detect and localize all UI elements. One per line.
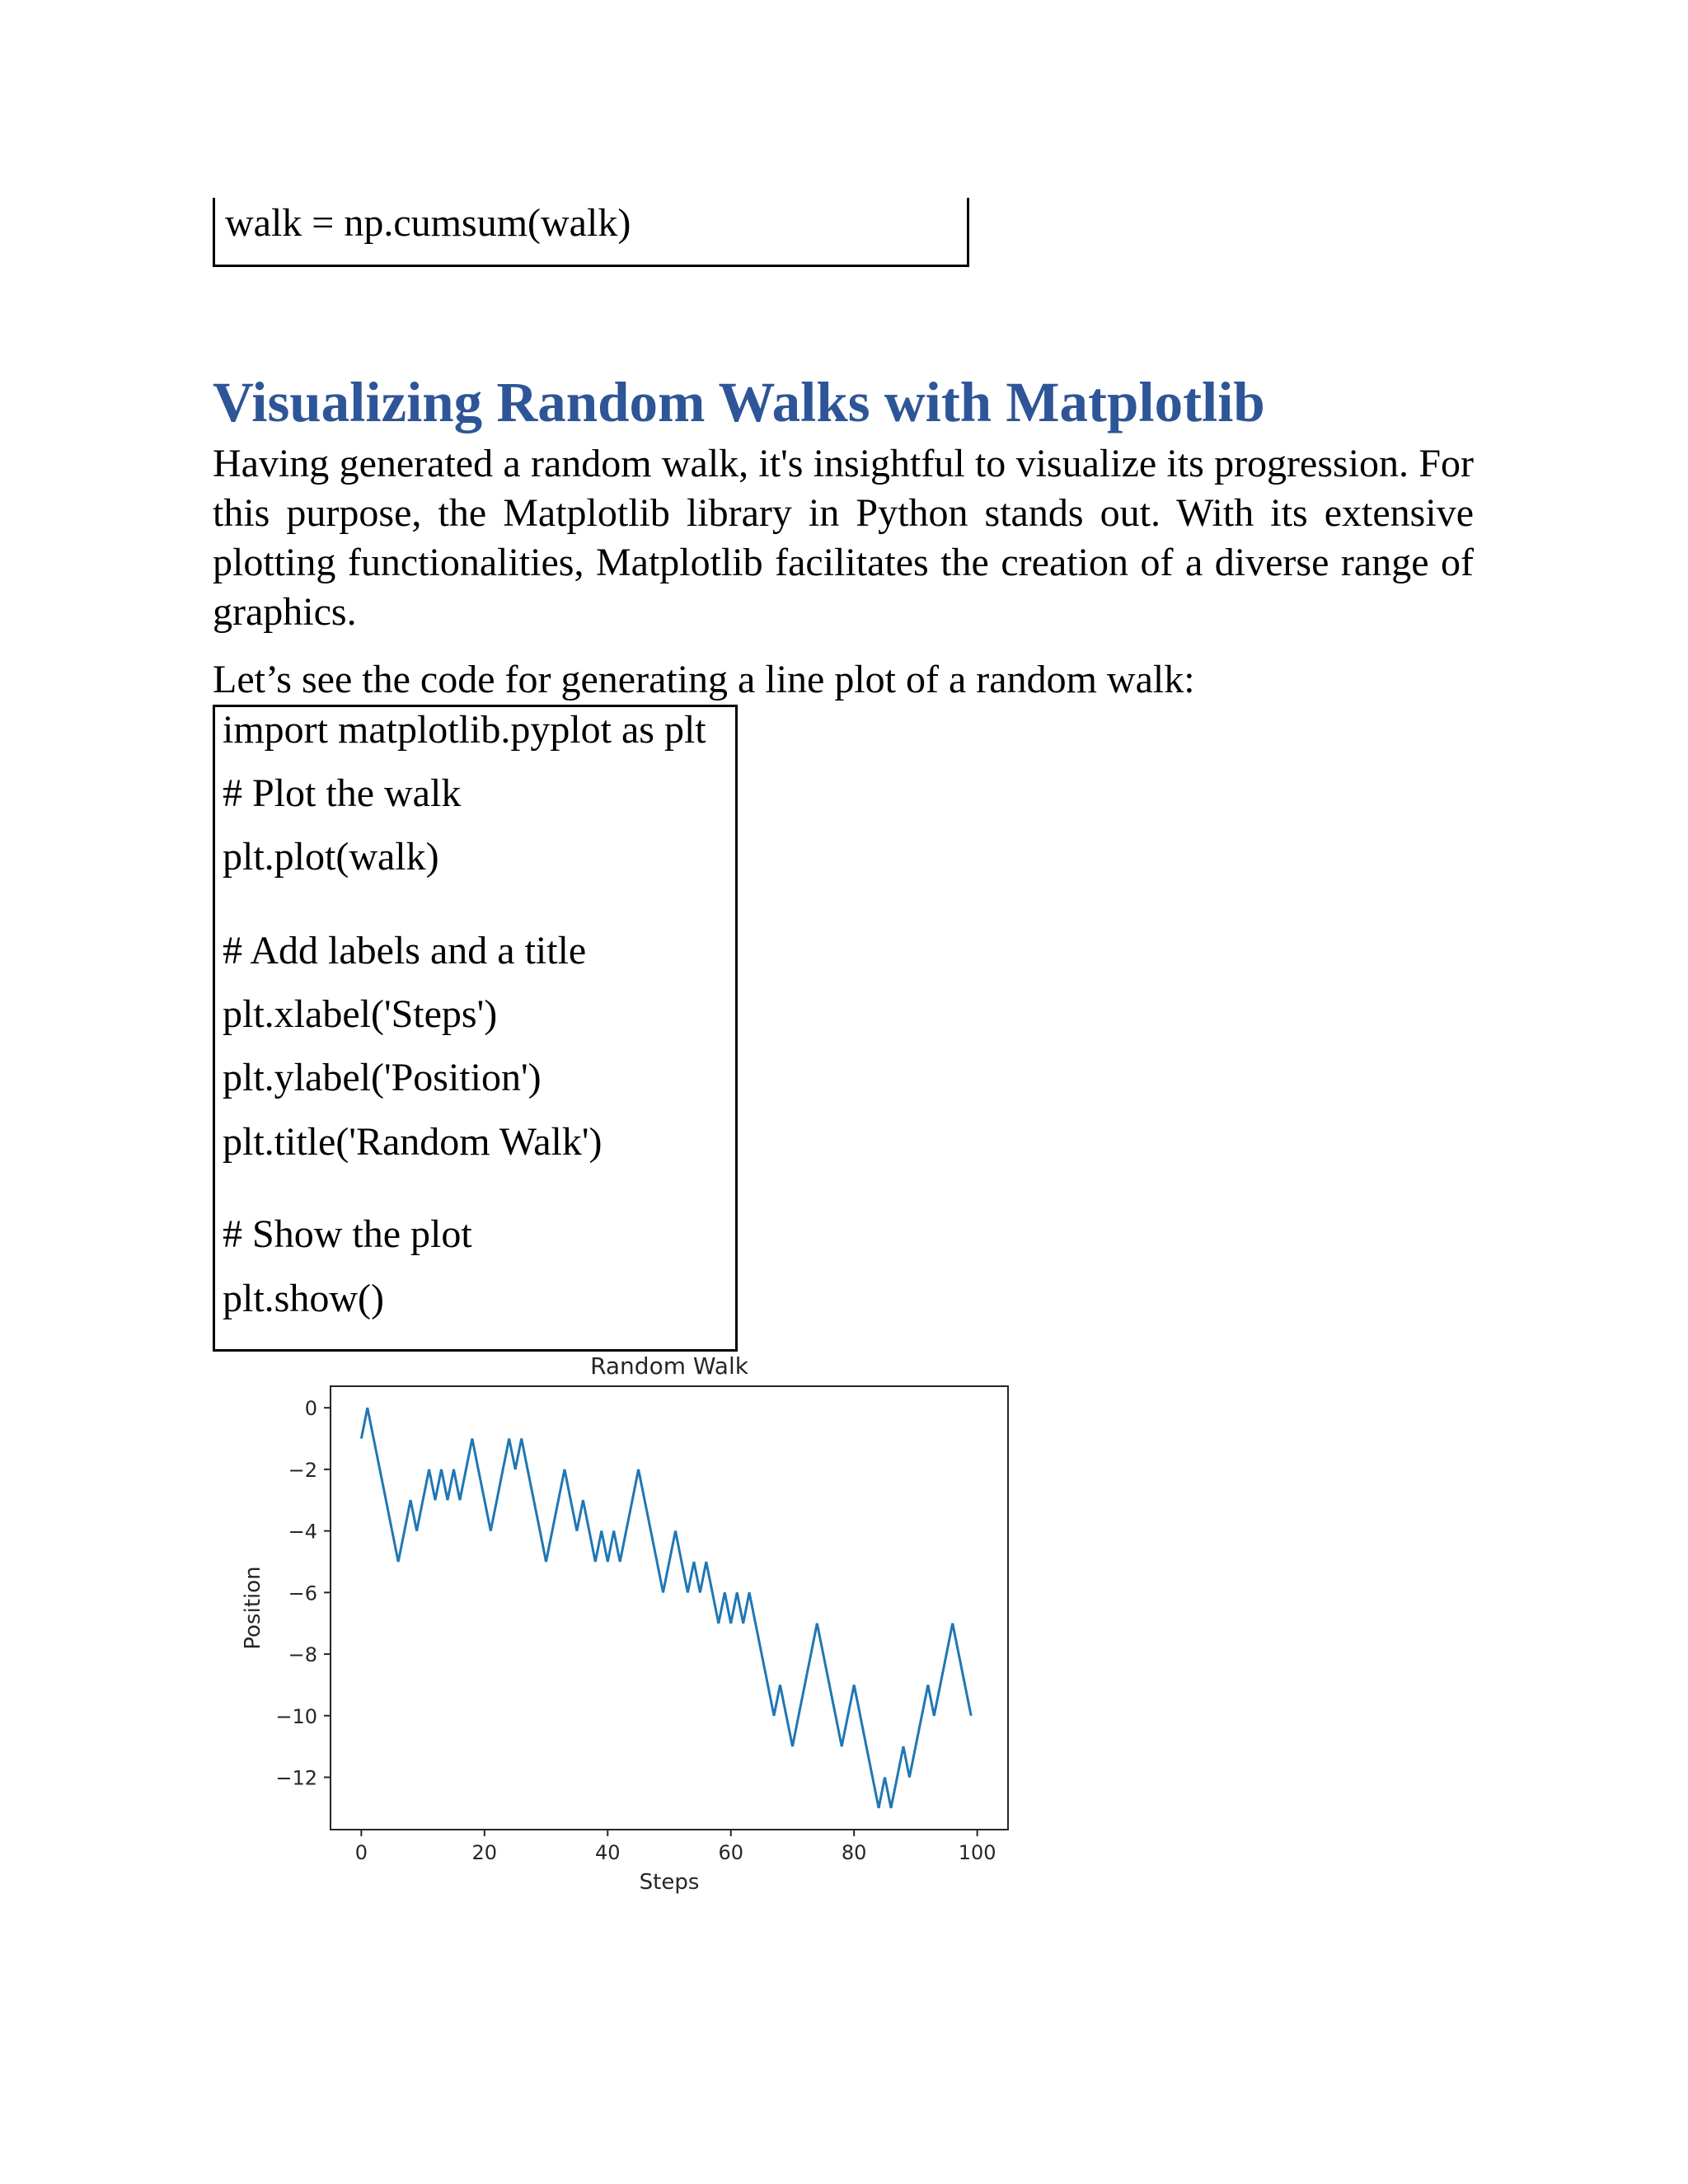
code-line-comment-show: # Show the plot [223, 1212, 472, 1256]
y-tick-label: 0 [304, 1397, 317, 1421]
y-tick-label: −6 [288, 1582, 317, 1605]
y-tick-label: −12 [275, 1766, 317, 1790]
x-tick-label: 80 [841, 1841, 867, 1864]
line-chart [231, 1352, 1039, 1912]
x-tick-label: 0 [354, 1841, 368, 1864]
y-tick-label: −10 [275, 1704, 317, 1728]
x-tick-label: 20 [471, 1841, 498, 1864]
x-tick-label: 60 [718, 1841, 744, 1864]
code-block [213, 705, 738, 1352]
y-tick-label: −2 [288, 1458, 317, 1482]
random-walk-figure [231, 1352, 1039, 1912]
code-line-comment-labels: # Add labels and a title [223, 929, 587, 972]
code-line-ylabel: plt.ylabel('Position') [223, 1056, 542, 1099]
y-tick-label: −4 [288, 1520, 317, 1544]
code-line-comment-plot: # Plot the walk [223, 771, 462, 815]
code-line-import: import matplotlib.pyplot as plt [223, 708, 706, 752]
code-line-xlabel: plt.xlabel('Steps') [223, 992, 498, 1036]
x-axis-label: Steps [639, 1870, 700, 1895]
code-line-title: plt.title('Random Walk') [223, 1120, 603, 1164]
code-intro-text: Let’s see the code for generating a line plot of a random walk: [213, 658, 1195, 701]
code-line-show: plt.show() [223, 1277, 384, 1320]
x-tick-label: 40 [594, 1841, 621, 1864]
body-paragraph: Having generated a random walk, it's insightful to visualize its progression. For this purpose, the Matplotlib library in Python stands out. With its extensive plotting functionalities, Matplotlib facilitates the creation of a diverse range of graphics. [213, 442, 1474, 634]
x-tick-label: 100 [958, 1841, 996, 1864]
code-line-plot: plt.plot(walk) [223, 835, 439, 879]
section-heading: Visualizing Random Walks with Matplotlib [213, 371, 1265, 434]
code-block-top [213, 198, 969, 267]
y-axis-label: Position [241, 1566, 265, 1650]
y-tick-label: −8 [288, 1643, 317, 1667]
chart-title: Random Walk [590, 1352, 748, 1380]
series-line-walk [361, 1408, 971, 1808]
code-line: walk = np.cumsum(walk) [225, 201, 631, 245]
